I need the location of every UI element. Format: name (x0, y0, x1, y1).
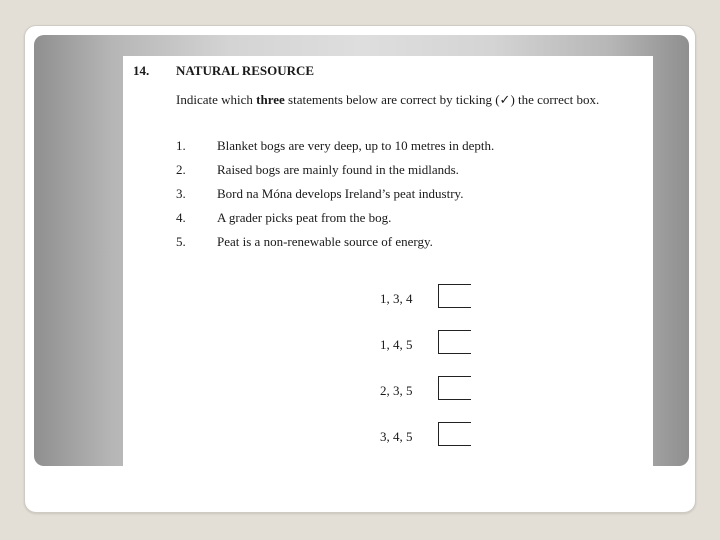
answer-option (123, 422, 653, 468)
option-label: 1, 3, 4 (380, 291, 413, 306)
instruction-prefix: Indicate which (176, 92, 257, 107)
statement-number: 4. (176, 210, 186, 225)
option-label: 3, 4, 5 (380, 429, 413, 444)
statement-list (123, 138, 653, 258)
statement-item (123, 234, 653, 258)
question-instruction (176, 92, 599, 108)
statement-text: Bord na Móna develops Ireland’s peat industry. (217, 186, 464, 201)
option-tick-box[interactable] (438, 376, 471, 400)
question-title: NATURAL RESOURCE (176, 63, 315, 78)
question-document (123, 56, 653, 497)
option-tick-box[interactable] (438, 422, 471, 446)
statement-item (123, 186, 653, 210)
statement-text: A grader picks peat from the bog. (217, 210, 392, 225)
option-label: 2, 3, 5 (380, 383, 413, 398)
statement-item (123, 210, 653, 234)
instruction-bold: three (256, 92, 285, 107)
question-number: 14. (133, 63, 150, 78)
answer-option (123, 376, 653, 422)
statement-text: Blanket bogs are very deep, up to 10 metres in depth. (217, 138, 495, 153)
statement-number: 5. (176, 234, 186, 249)
statement-number: 3. (176, 186, 186, 201)
statement-text: Peat is a non-renewable source of energy. (217, 234, 433, 249)
option-tick-box[interactable] (438, 330, 471, 354)
statement-text: Raised bogs are mainly found in the midlands. (217, 162, 459, 177)
option-tick-box[interactable] (438, 284, 471, 308)
answer-option (123, 330, 653, 376)
slide (24, 25, 696, 513)
statement-item (123, 138, 653, 162)
answer-option (123, 284, 653, 330)
statement-item (123, 162, 653, 186)
answer-options (123, 284, 653, 468)
statement-number: 1. (176, 138, 186, 153)
instruction-suffix: statements below are correct by ticking (✓) the correct box. (284, 92, 600, 107)
option-label: 1, 4, 5 (380, 337, 413, 352)
statement-number: 2. (176, 162, 186, 177)
